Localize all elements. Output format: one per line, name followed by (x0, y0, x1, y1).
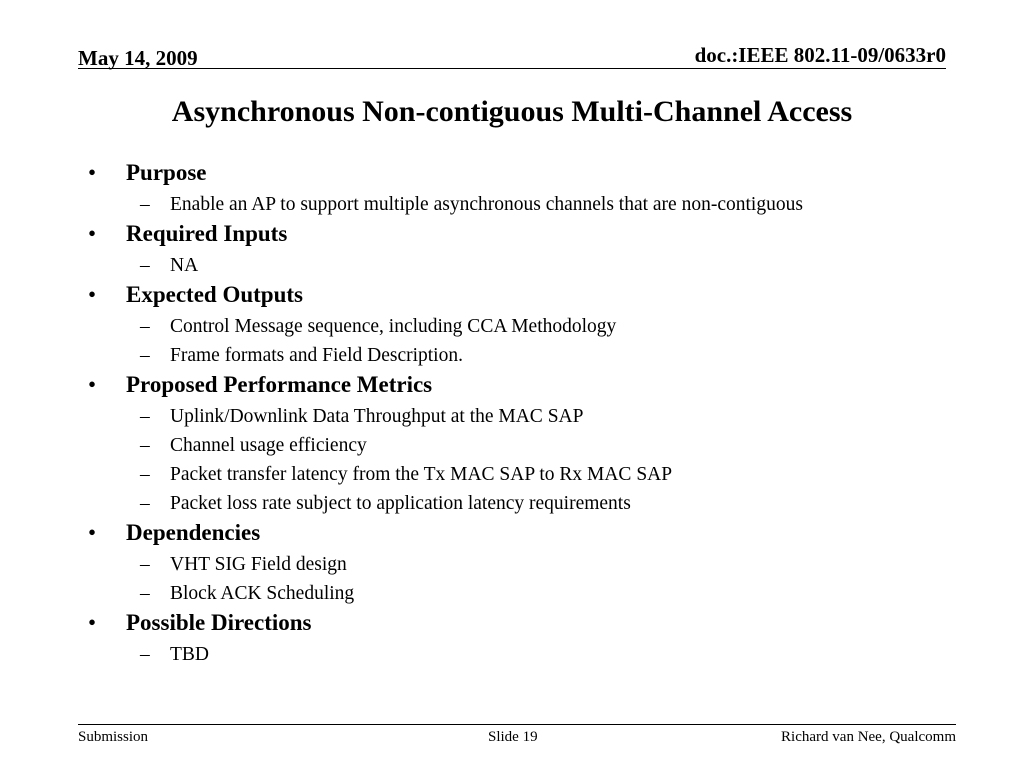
bullet-dependencies: • Dependencies (82, 519, 962, 547)
list-item: – NA (82, 255, 962, 277)
slide-number: Slide 19 (488, 729, 538, 745)
document-id: doc.:IEEE 802.11-09/0633r0 (694, 43, 946, 67)
expected-outputs-items (82, 316, 962, 367)
list-item: – Channel usage efficiency (82, 435, 962, 457)
required-inputs-items (82, 255, 962, 277)
footer-submission: Submission (78, 729, 149, 745)
header-divider (78, 68, 946, 69)
performance-metrics-items (82, 406, 962, 515)
list-item: – Block ACK Scheduling (82, 583, 962, 605)
list-item: – VHT SIG Field design (82, 554, 962, 576)
bullet-purpose: • Purpose (82, 159, 962, 187)
list-item: – Enable an AP to support multiple asynchronous channels that are non-contiguous (82, 194, 962, 216)
bullet-expected-outputs: • Expected Outputs (82, 281, 962, 309)
slide-content (82, 155, 962, 670)
list-item: – Packet loss rate subject to application latency requirements (82, 493, 962, 515)
list-item: – Packet transfer latency from the Tx MAC SAP to Rx MAC SAP (82, 464, 962, 486)
header-date: May 14, 2009 (78, 46, 198, 70)
purpose-items (82, 194, 962, 216)
dependencies-items (82, 554, 962, 605)
footer-divider (78, 724, 956, 725)
bullet-performance-metrics: • Proposed Performance Metrics (82, 371, 962, 399)
footer-author: Richard van Nee, Qualcomm (781, 729, 956, 745)
list-item: – Frame formats and Field Description. (82, 345, 962, 367)
list-item: – Uplink/Downlink Data Throughput at the MAC SAP (82, 406, 962, 428)
list-item: – Control Message sequence, including CCA Methodology (82, 316, 962, 338)
possible-directions-items (82, 644, 962, 666)
slide-title: Asynchronous Non-contiguous Multi-Channel Access (171, 95, 853, 128)
bullet-possible-directions: • Possible Directions (82, 609, 962, 637)
list-item: – TBD (82, 644, 962, 666)
bullet-required-inputs: • Required Inputs (82, 220, 962, 248)
